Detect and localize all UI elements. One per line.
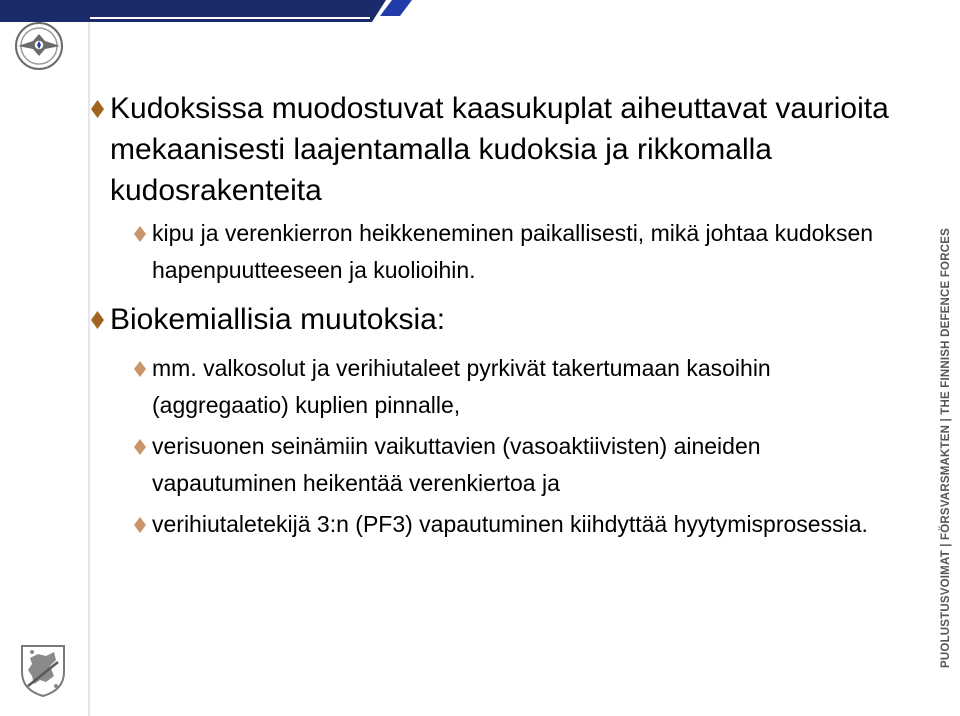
bullet-main — [90, 299, 890, 340]
bullet-text: mm. valkosolut ja verihiutaleet pyrkivät takertumaan kasoihin (aggregaatio) kuplien pinnalle, — [152, 355, 771, 418]
organization-text: PUOLUSTUSVOIMAT | FÖRSVARSMAKTEN | THE FINNISH DEFENCE FORCES — [940, 228, 953, 668]
bullet-text: verisuonen seinämiin vaikuttavien (vasoaktiivisten) aineiden vapautuminen heikentää verenkiertoa ja — [152, 433, 761, 496]
diamond-bullet-icon — [134, 517, 146, 533]
bullet-sub — [90, 506, 890, 543]
diamond-bullet-icon — [134, 361, 146, 377]
finnish-lion-icon — [18, 642, 68, 698]
bullet-text: kipu ja verenkierron heikkeneminen paikallisesti, mikä johtaa kudoksen hapenpuutteeseen ja kuolioihin. — [152, 220, 874, 283]
top-banner — [0, 0, 960, 22]
bullet-sub — [90, 428, 890, 502]
bullet-text: Kudoksissa muodostuvat kaasukuplat aiheuttavat vaurioita mekaanisesti laajentamalla kudoksia ja rikkomalla kudosrakenteita — [110, 92, 889, 207]
air-force-emblem-icon — [13, 20, 65, 72]
diamond-bullet-icon — [134, 226, 146, 242]
diamond-bullet-icon — [134, 439, 146, 455]
bullet-sub — [90, 350, 890, 424]
organization-sidebar — [936, 228, 956, 668]
bullet-sub — [90, 215, 890, 289]
slide-content — [90, 88, 890, 543]
bullet-main — [90, 88, 890, 211]
bullet-text: verihiutaletekijä 3:n (PF3) vapautuminen kiihdyttää hyytymisprosessia. — [152, 511, 868, 537]
diamond-bullet-icon — [91, 311, 104, 329]
bullet-text: Biokemiallisia muutoksia: — [110, 303, 446, 336]
diamond-bullet-icon — [91, 100, 104, 118]
